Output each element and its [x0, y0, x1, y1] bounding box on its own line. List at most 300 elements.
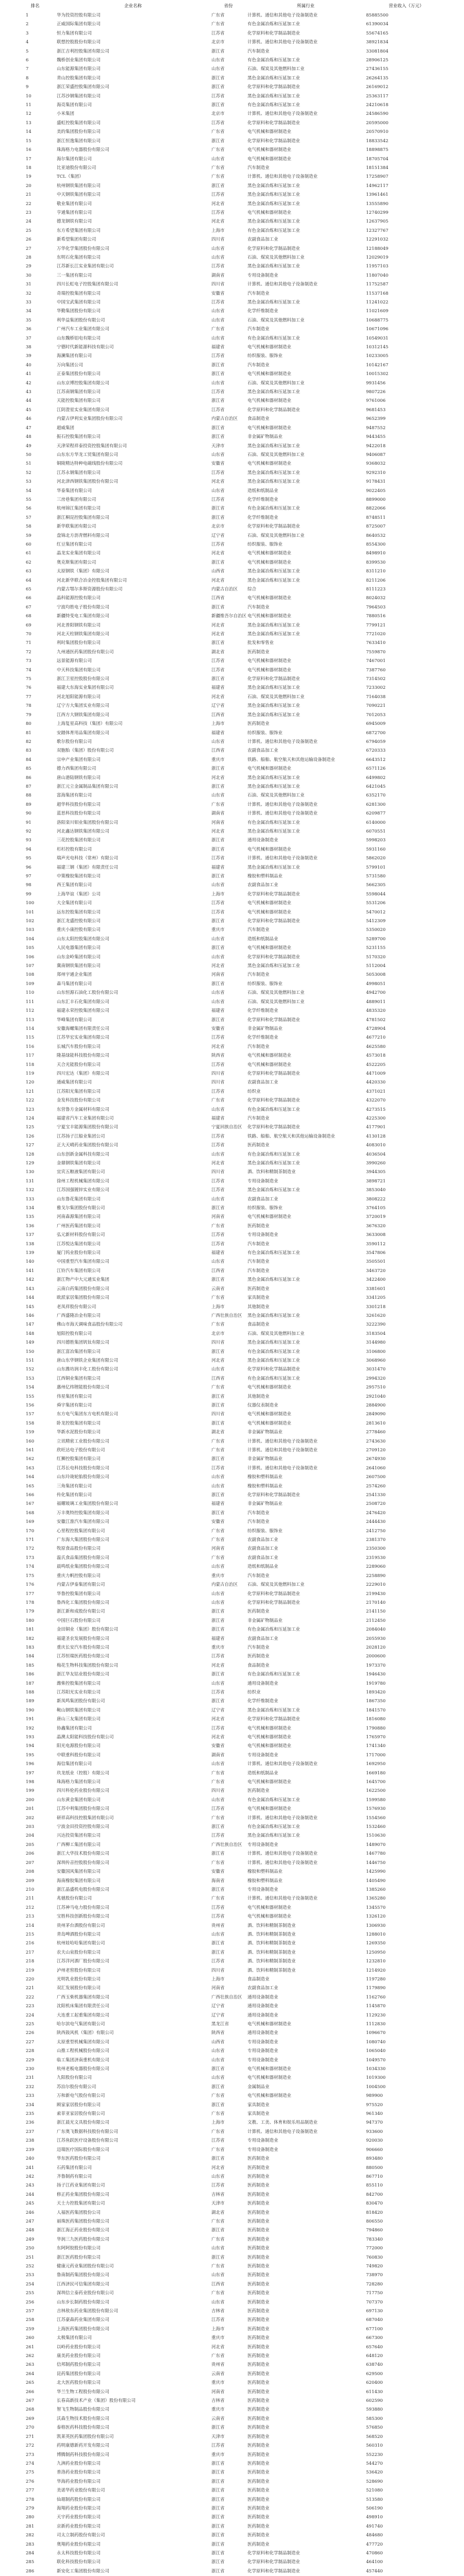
province-cell: 河北省 [211, 632, 225, 637]
company-cell: 江铃汽车集团有限公司 [57, 1268, 101, 1274]
revenue-cell: 6209877 [366, 811, 386, 817]
province-cell: 江西省 [211, 1268, 225, 1274]
industry-cell: 电气机械和器材制造业 [247, 766, 292, 772]
revenue-cell: 2319530 [366, 1555, 386, 1561]
province-cell: 安徽省 [211, 291, 225, 296]
table-row [14, 2173, 448, 2181]
company-cell: 正威国际集团有限公司 [57, 22, 101, 27]
table-row [14, 334, 448, 343]
industry-cell: 酒、饮料和精制茶制造业 [247, 1170, 296, 1175]
province-cell: 内蒙古自治区 [211, 1582, 238, 1588]
rank-cell: 209 [26, 1878, 35, 1884]
table-row [14, 469, 448, 478]
rank-cell: 269 [26, 2416, 35, 2421]
revenue-cell: 3183504 [366, 1331, 386, 1336]
industry-cell: 医药制造业 [247, 2515, 270, 2520]
table-row [14, 1114, 448, 1123]
table-row [14, 2316, 448, 2325]
table-row [14, 2020, 448, 2029]
company-cell: 山东金岭集团有限公司 [57, 954, 101, 960]
company-cell: 江苏豪森药业集团有限公司 [57, 2317, 110, 2323]
revenue-cell: 6872700 [366, 730, 386, 736]
province-cell: 重庆市 [211, 2407, 225, 2413]
rank-cell: 10 [26, 93, 31, 99]
province-cell: 广东省 [211, 1448, 225, 1453]
rank-cell: 118 [26, 1062, 35, 1067]
rank-cell: 100 [26, 901, 35, 906]
industry-cell: 黑色金属冶炼和压延加工业 [247, 183, 301, 189]
rank-cell: 88 [26, 793, 31, 799]
company-cell: 福建省汽车工业集团有限公司 [57, 1115, 114, 1121]
revenue-cell: 3547806 [366, 1250, 386, 1256]
revenue-cell: 9292310 [366, 470, 386, 476]
company-cell: 佛山市海天调味食品股份有限公司 [57, 1322, 123, 1328]
province-cell: 浙江省 [211, 1493, 225, 1498]
company-cell: 魏桥创业集团有限公司 [57, 58, 101, 63]
industry-cell: 纺织服装、服饰业 [247, 1528, 283, 1534]
province-cell: 江苏省 [211, 1689, 225, 1695]
industry-cell: 有色金属冶炼和压延加工业 [247, 1376, 301, 1381]
industry-cell: 农副食品加工业 [247, 1537, 278, 1543]
industry-cell: 医药制造业 [247, 2218, 270, 2224]
industry-cell: 化学原料和化学制品制造业 [247, 1600, 301, 1605]
rank-cell: 121 [26, 1089, 35, 1094]
rank-cell: 111 [26, 999, 35, 1005]
revenue-cell: 8554300 [366, 541, 386, 547]
industry-cell: 电气机械和器材制造业 [247, 1780, 292, 1785]
table-row [14, 1249, 448, 1258]
industry-cell: 医药制造业 [247, 2273, 270, 2278]
revenue-cell: 5531206 [366, 901, 386, 906]
province-cell: 江苏省 [211, 541, 225, 547]
province-cell: 广东省 [211, 1385, 225, 1391]
company-cell: 浙江物产中大元通实业集团 [57, 1277, 110, 1283]
province-cell: 浙江省 [211, 2461, 225, 2466]
industry-cell: 计算机、通信和其他电子设备制造业 [247, 802, 318, 807]
revenue-cell: 5731580 [366, 874, 386, 879]
table-row [14, 433, 448, 442]
province-cell: 吉林省 [211, 2192, 225, 2197]
industry-cell: 专用设备制造业 [247, 1752, 278, 1758]
industry-cell: 医药制造业 [247, 2291, 270, 2296]
revenue-cell: 818420 [366, 2210, 383, 2215]
company-cell: 中策橡胶集团有限公司 [57, 874, 101, 879]
table-row [14, 2343, 448, 2352]
rank-cell: 176 [26, 1582, 35, 1588]
table-row [14, 1150, 448, 1159]
company-cell: 宁夏宝丰能源集团股份有限公司 [57, 1125, 119, 1130]
industry-cell: 通用设备制造业 [247, 838, 278, 843]
company-cell: 青岛啤酒股份有限公司 [57, 1931, 101, 1937]
industry-cell: 非金属矿物制品业 [247, 1618, 283, 1623]
rank-cell: 5 [26, 48, 29, 54]
province-cell: 河北省 [211, 963, 225, 969]
revenue-cell: 27436155 [366, 66, 389, 72]
province-cell: 浙江省 [211, 981, 225, 987]
revenue-cell: 1004500 [366, 2084, 386, 2090]
province-cell: 山东省 [211, 2048, 225, 2054]
company-cell: 中联重科股份有限公司 [57, 1752, 101, 1758]
province-cell: 山东省 [211, 58, 225, 63]
industry-cell: 计算机、通信和其他电子设备制造业 [247, 13, 318, 18]
industry-cell: 医药制造业 [247, 2210, 270, 2215]
company-cell: 美的集团股份有限公司 [57, 129, 101, 135]
table-row [14, 2038, 448, 2047]
table-row [14, 1088, 448, 1096]
revenue-cell: 2258890 [366, 1573, 386, 1579]
revenue-cell: 1446750 [366, 1860, 386, 1866]
rank-cell: 210 [26, 1887, 35, 1892]
industry-cell: 金属制品业 [247, 2084, 270, 2090]
company-cell: 江苏悦达集团有限公司 [57, 1241, 101, 1247]
rank-cell: 161 [26, 1448, 35, 1453]
industry-cell: 化学原料和化学制品制造业 [247, 84, 301, 90]
province-cell: 四川省 [211, 282, 225, 287]
province-cell: 浙江省 [211, 398, 225, 404]
rank-cell: 183 [26, 1645, 35, 1650]
revenue-cell: 5112004 [366, 963, 386, 969]
province-cell: 浙江省 [211, 2523, 225, 2529]
company-cell: 隆基绿能科技股份有限公司 [57, 1053, 110, 1059]
revenue-cell: 4835320 [366, 1008, 386, 1014]
rank-cell: 261 [26, 2344, 35, 2350]
province-cell: 广东省 [211, 1780, 225, 1785]
table-row [14, 2460, 448, 2468]
industry-cell: 家具制造业 [247, 2111, 270, 2117]
revenue-cell: 7559870 [366, 649, 386, 655]
province-cell: 江苏省 [211, 909, 225, 915]
revenue-cell: 1816080 [366, 1717, 386, 1722]
rank-cell: 240 [26, 2156, 35, 2162]
province-cell: 河南省 [211, 1214, 225, 1220]
industry-cell: 电气机械和器材制造业 [247, 398, 292, 404]
company-cell: 索菲亚家居股份有限公司 [57, 2111, 105, 2117]
revenue-cell: 3261620 [366, 1313, 386, 1318]
company-cell: 昆药集团股份有限公司 [57, 2371, 101, 2377]
table-row [14, 1617, 448, 1625]
rank-cell: 211 [26, 1896, 35, 1902]
company-cell: 广西柳工集团有限公司 [57, 1842, 101, 1848]
province-cell: 安徽省 [211, 1869, 225, 1875]
company-cell: 超华科技股份有限公司 [57, 802, 101, 807]
rank-cell: 117 [26, 1053, 35, 1059]
table-row [14, 1904, 448, 1912]
province-cell: 广西壮族自治区 [211, 1994, 242, 2000]
revenue-cell: 3898721 [366, 1178, 386, 1184]
rank-cell: 129 [26, 1161, 35, 1166]
industry-cell: 专用设备制造业 [247, 1178, 278, 1184]
province-cell: 广东省 [211, 22, 225, 27]
rank-cell: 182 [26, 1636, 35, 1641]
industry-cell: 黑色金属冶炼和压延加工业 [247, 470, 301, 476]
rank-cell: 108 [26, 972, 35, 978]
province-cell: 江苏省 [211, 667, 225, 673]
table-row [14, 1159, 448, 1168]
rank-cell: 96 [26, 865, 31, 870]
industry-cell: 有色金属冶炼和压延加工业 [247, 820, 301, 825]
company-cell: 珠海格力集团有限公司 [57, 1780, 101, 1785]
header-revenue: 营业收入（万元） [388, 4, 424, 9]
revenue-cell: 8024032 [366, 596, 386, 601]
province-cell: 广东省 [211, 1555, 225, 1561]
province-cell: 江苏省 [211, 30, 225, 36]
industry-cell: 化学原料和化学制品制造业 [247, 2550, 301, 2556]
table-row [14, 2280, 448, 2289]
industry-cell: 计算机、通信和其他电子设备制造业 [247, 1851, 318, 1857]
industry-cell: 黑色金属冶炼和压延加工业 [247, 703, 301, 709]
province-cell: 江苏省 [211, 1905, 225, 1910]
revenue-cell: 2709120 [366, 1448, 386, 1453]
rank-cell: 250 [26, 2246, 35, 2251]
industry-cell: 黑色金属冶炼和压延加工业 [247, 1313, 301, 1318]
rank-cell: 212 [26, 1905, 35, 1910]
table-row [14, 11, 448, 20]
revenue-cell: 506190 [366, 2505, 383, 2511]
revenue-cell: 6571126 [366, 766, 386, 772]
company-cell: 晶澳太阳能科技股份有限公司 [57, 1735, 114, 1740]
company-cell: 宜宾五粮液集团有限公司 [57, 1170, 105, 1175]
table-row [14, 2271, 448, 2280]
province-cell: 广东省 [211, 1896, 225, 1902]
table-row [14, 1590, 448, 1599]
table-row [14, 1213, 448, 1222]
revenue-cell: 6499802 [366, 775, 386, 781]
table-row [14, 209, 448, 217]
rank-cell: 184 [26, 1654, 35, 1659]
company-cell: 敬业集团有限公司 [57, 201, 92, 207]
table-row [14, 603, 448, 612]
rank-cell: 220 [26, 1976, 35, 1982]
company-cell: 河南森源集团有限公司 [57, 1214, 101, 1220]
company-cell: 康美药业股份有限公司 [57, 2353, 101, 2359]
rank-cell: 228 [26, 2048, 35, 2054]
rank-cell: 37 [26, 335, 31, 341]
rank-cell: 284 [26, 2550, 35, 2556]
company-cell: 郑州宇通企业集团 [57, 972, 92, 978]
company-cell: 福建圣农发展股份有限公司 [57, 1636, 110, 1641]
industry-cell: 医药制造业 [247, 2380, 270, 2386]
table-row [14, 998, 448, 1007]
company-cell: 内蒙古伊利实业集团股份有限公司 [57, 416, 123, 422]
table-row [14, 1096, 448, 1105]
rank-cell: 83 [26, 748, 31, 754]
company-cell: 华鲁控股集团有限公司 [57, 1591, 101, 1597]
table-row [14, 325, 448, 334]
company-cell: 九州通医药集团股份有限公司 [57, 649, 114, 655]
table-row [14, 1491, 448, 1500]
company-cell: 双胞胎（集团）股份有限公司 [57, 748, 114, 754]
industry-cell: 电气机械和器材制造业 [247, 1725, 292, 1731]
rank-cell: 208 [26, 1869, 35, 1875]
province-cell: 山东省 [211, 1475, 225, 1480]
table-row [14, 2181, 448, 2190]
province-cell: 福建省 [211, 865, 225, 870]
rank-cell: 25 [26, 228, 31, 233]
table-row [14, 738, 448, 747]
table-row [14, 352, 448, 361]
industry-cell: 石油、煤炭及其他燃料加工业 [247, 66, 305, 72]
rank-cell: 171 [26, 1537, 35, 1543]
rank-cell: 103 [26, 927, 35, 933]
revenue-cell: 1162760 [366, 1994, 386, 2000]
company-cell: 雅戈尔集团股份有限公司 [57, 1206, 105, 1211]
company-cell: 厦门钨业股份有限公司 [57, 1250, 101, 1256]
table-row [14, 1823, 448, 1832]
rank-cell: 276 [26, 2479, 35, 2484]
revenue-cell: 477720 [366, 2541, 383, 2547]
revenue-cell: 12740299 [366, 210, 389, 215]
table-row [14, 253, 448, 262]
industry-cell: 石油、煤炭及其他燃料加工业 [247, 380, 305, 386]
table-row [14, 1625, 448, 1634]
table-row [14, 791, 448, 800]
table-row [14, 235, 448, 244]
table-row [14, 1688, 448, 1697]
table-row [14, 2047, 448, 2056]
rank-cell: 131 [26, 1178, 35, 1184]
table-row [14, 2191, 448, 2199]
company-cell: 宁波金田投资控股有限公司 [57, 1824, 110, 1830]
rank-cell: 110 [26, 990, 35, 996]
revenue-cell: 38921834 [366, 40, 389, 45]
revenue-cell: 5170320 [366, 954, 386, 960]
industry-cell: 纺织业 [247, 1089, 261, 1094]
table-row [14, 1563, 448, 1571]
province-cell: 浙江省 [211, 1510, 225, 1516]
revenue-cell: 14962117 [366, 183, 389, 189]
revenue-cell: 2813610 [366, 1420, 386, 1426]
province-cell: 浙江省 [211, 2488, 225, 2494]
province-cell: 福建省 [211, 345, 225, 350]
revenue-cell: 6140000 [366, 820, 386, 825]
revenue-cell: 4036504 [366, 1151, 386, 1157]
revenue-cell: 4781502 [366, 1017, 386, 1023]
province-cell: 浙江省 [211, 846, 225, 852]
company-cell: 潍柴控股集团有限公司 [57, 1681, 101, 1686]
table-row [14, 1832, 448, 1840]
company-cell: 迈瑞医疗国际股份有限公司 [57, 2147, 110, 2153]
revenue-cell: 521080 [366, 2488, 383, 2494]
industry-cell: 黑色金属冶炼和压延加工业 [247, 1340, 301, 1346]
revenue-cell: 717750 [366, 2291, 383, 2296]
company-cell: 海澜集团有限公司 [57, 353, 92, 359]
revenue-cell: 2412750 [366, 1528, 386, 1534]
company-cell: 浙江富冶集团有限公司 [57, 1349, 101, 1354]
revenue-cell: 1326120 [366, 1914, 386, 1920]
industry-cell: 计算机、通信和其他电子设备制造业 [247, 282, 318, 287]
company-cell: 东方希望集团有限公司 [57, 228, 101, 233]
company-cell: 东方电气集团东方电机有限公司 [57, 1412, 119, 1417]
province-cell: 山东省 [211, 999, 225, 1005]
rank-cell: 99 [26, 891, 31, 897]
industry-cell: 石油、煤炭及其他燃料加工业 [247, 793, 305, 799]
industry-cell: 农副食品加工业 [247, 748, 278, 754]
province-cell: 江苏省 [211, 1188, 225, 1193]
industry-cell: 酒、饮料和精制茶制造业 [247, 1950, 296, 1955]
industry-cell: 仪器仪表制造业 [247, 1402, 278, 1408]
province-cell: 辽宁省 [211, 1707, 225, 1713]
company-cell: 智飞生物制品股份有限公司 [57, 2407, 110, 2413]
province-cell: 浙江省 [211, 2228, 225, 2233]
province-cell: 上海市 [211, 2120, 225, 2126]
company-cell: 九阳股份有限公司 [57, 2075, 92, 2081]
revenue-cell: 1345570 [366, 1905, 386, 1910]
revenue-cell: 1365280 [366, 1896, 386, 1902]
table-row [14, 1787, 448, 1795]
rank-cell: 232 [26, 2084, 35, 2090]
province-cell: 浙江省 [211, 604, 225, 610]
province-cell: 广东省 [211, 2218, 225, 2224]
province-cell: 广东省 [211, 1860, 225, 1866]
table-row [14, 1357, 448, 1365]
industry-cell: 电气机械和器材制造业 [247, 1806, 292, 1812]
province-cell: 江苏省 [211, 2317, 225, 2323]
table-row [14, 1348, 448, 1357]
revenue-cell: 7964503 [366, 604, 386, 610]
province-cell: 陕西省 [211, 2030, 225, 2036]
province-cell: 浙江省 [211, 103, 225, 108]
table-row [14, 1168, 448, 1177]
province-cell: 江苏省 [211, 1806, 225, 1812]
company-cell: 杉杉控股有限公司 [57, 846, 92, 852]
revenue-cell: 2112450 [366, 1618, 386, 1623]
revenue-cell: 4471009 [366, 1071, 386, 1076]
industry-cell: 医药制造业 [247, 2246, 270, 2251]
table-row [14, 1554, 448, 1563]
company-cell: 内蒙古伊泰集团有限公司 [57, 1582, 105, 1588]
province-cell: 内蒙古自治区 [211, 587, 238, 592]
rank-cell: 61 [26, 551, 31, 556]
industry-cell: 家具制造业 [247, 1295, 270, 1301]
revenue-cell: 667300 [366, 2335, 383, 2341]
revenue-cell: 2055930 [366, 1636, 386, 1641]
company-cell: 德龙钢铁有限公司 [57, 219, 92, 225]
revenue-cell: 4522205 [366, 1062, 386, 1067]
industry-cell: 计算机、通信和其他电子设备制造业 [247, 1761, 318, 1767]
table-row [14, 1123, 448, 1132]
revenue-cell: 1232810 [366, 1959, 386, 1964]
company-cell: 齐鲁制药有限公司 [57, 2174, 92, 2179]
company-cell: 西王集团有限公司 [57, 883, 92, 888]
industry-cell: 计算机、通信和其他电子设备制造业 [247, 1896, 318, 1902]
industry-cell: 酒、饮料和精制茶制造业 [247, 1968, 296, 1973]
province-cell: 浙江省 [211, 1456, 225, 1462]
industry-cell: 综合 [247, 587, 257, 592]
company-cell: 华东医药股份有限公司 [57, 2156, 101, 2162]
province-cell: 江苏省 [211, 1465, 225, 1471]
table-row [14, 1715, 448, 1724]
header-company: 企业名称 [124, 4, 142, 9]
table-row [14, 1025, 448, 1033]
industry-cell: 医药制造业 [247, 2389, 270, 2395]
table-row [14, 1500, 448, 1509]
industry-cell: 非金属矿物制品业 [247, 1456, 283, 1462]
table-row [14, 1886, 448, 1894]
industry-cell: 计算机、通信和其他电子设备制造业 [247, 40, 318, 45]
company-cell: 浙江龙盛控股有限公司 [57, 919, 101, 924]
table-row [14, 1070, 448, 1078]
company-cell: 华兰生物工程股份有限公司 [57, 2389, 110, 2395]
table-row [14, 2128, 448, 2137]
industry-cell: 医药制造业 [247, 2443, 270, 2449]
province-cell: 浙江省 [211, 2156, 225, 2162]
industry-cell: 纺织服装、服饰业 [247, 541, 283, 547]
table-row [14, 1670, 448, 1679]
revenue-cell: 18833542 [366, 138, 389, 144]
rank-cell: 167 [26, 1501, 35, 1507]
rank-cell: 6 [26, 58, 29, 63]
company-cell: 铜陵精达特种电磁线股份有限公司 [57, 461, 123, 467]
